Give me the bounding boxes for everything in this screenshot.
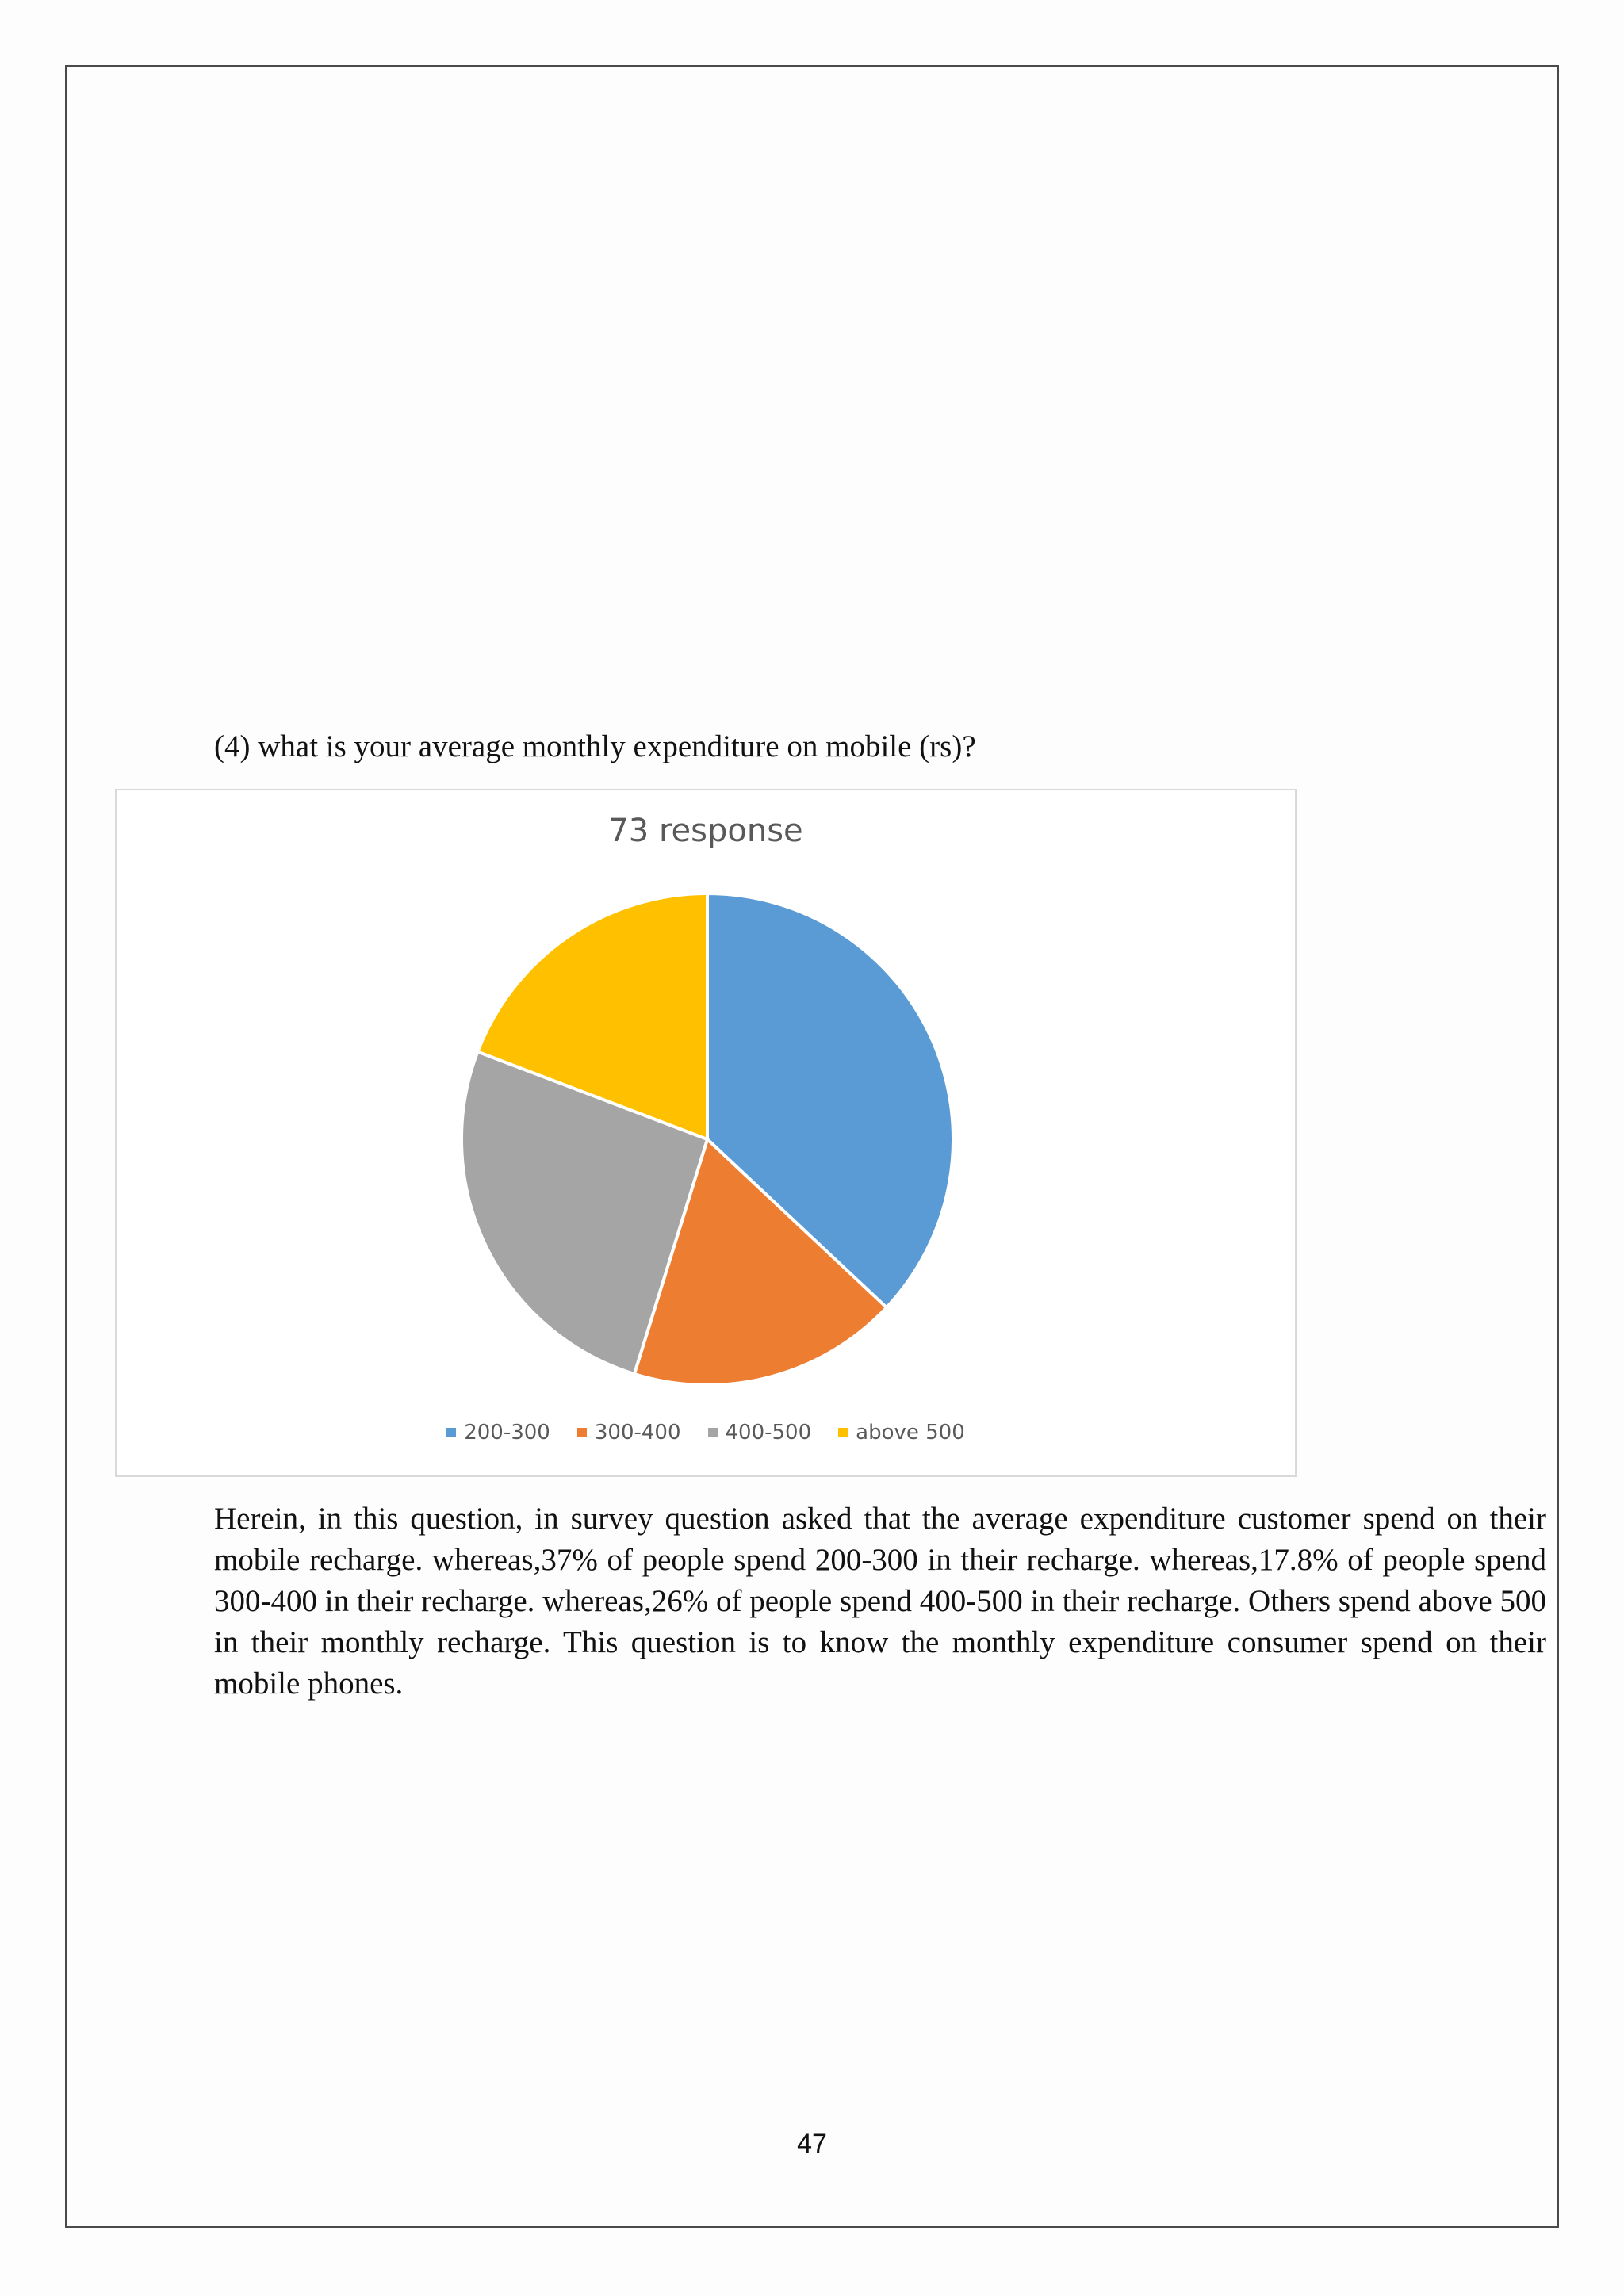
legend-swatch bbox=[446, 1428, 456, 1437]
legend-label: 400-500 bbox=[725, 1421, 812, 1445]
legend-swatch bbox=[577, 1428, 587, 1437]
legend-swatch bbox=[708, 1428, 718, 1437]
legend-item-300-400 bbox=[577, 1421, 681, 1445]
legend-swatch bbox=[838, 1428, 848, 1437]
chart-title: 73 response bbox=[608, 813, 803, 849]
legend-label: 300-400 bbox=[594, 1421, 681, 1445]
legend-item-200-300 bbox=[446, 1421, 550, 1445]
legend-label: 200-300 bbox=[464, 1421, 550, 1445]
chart-frame bbox=[115, 789, 1297, 1477]
chart-legend bbox=[117, 1421, 1295, 1445]
legend-label: above 500 bbox=[856, 1421, 965, 1445]
page-number: 47 bbox=[797, 2129, 827, 2159]
legend-item-400-500 bbox=[708, 1421, 812, 1445]
legend-item-above-500 bbox=[838, 1421, 965, 1445]
question-heading: (4) what is your average monthly expenditure on mobile (rs)? bbox=[214, 729, 976, 763]
body-paragraph: Herein, in this question, in survey question asked that the average expenditure customer spend on their mobile recharge. whereas,37% of people spend 200-300 in their recharge. whereas,17.8% of people spend 300-400 in their recharge. whereas,26% of people spend 400-500 in their recharge. Others spend above 500 in their monthly recharge. This question is to know the monthly expenditure consumer spend on their mobile phones. bbox=[214, 1502, 1546, 1701]
pie-chart bbox=[117, 790, 1295, 1475]
